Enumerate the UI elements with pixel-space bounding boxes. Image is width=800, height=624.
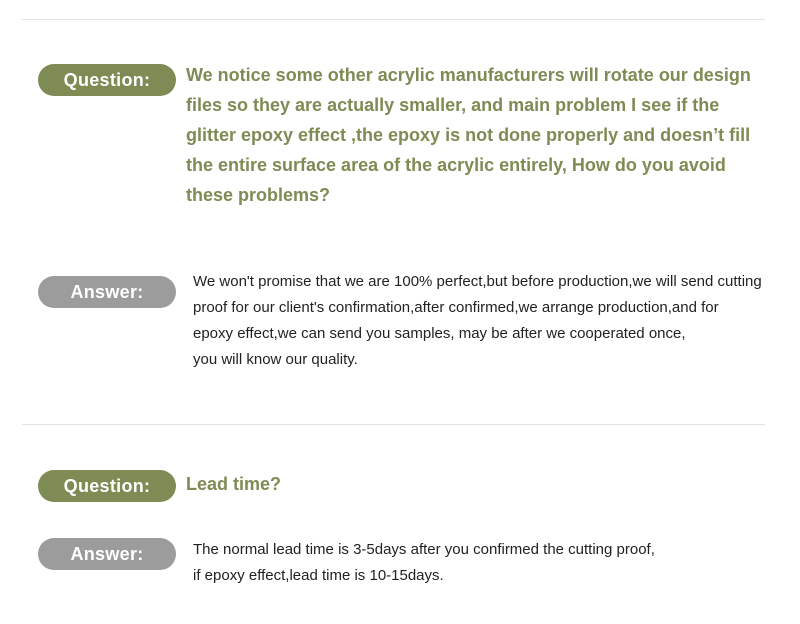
top-divider <box>22 19 765 20</box>
section-divider <box>22 424 765 425</box>
question-badge: Question: <box>38 64 176 96</box>
answer-text: We won't promise that we are 100% perfect,but before production,we will send cutting proof for our client's confirmation,after confirmed,we arrange production,and for epoxy effect,we can send you samples, may be after we cooperated once, you will know our quality. <box>193 273 762 368</box>
answer-badge: Answer: <box>38 276 176 308</box>
question-text: Lead time? <box>186 474 282 494</box>
answer-text: The normal lead time is 3-5days after you confirmed the cutting proof, if epoxy effect,lead time is 10-15days. <box>193 541 655 584</box>
question-text: We notice some other acrylic manufacturers will rotate our design files so they are actually smaller, and main problem I see if the glitter epoxy effect ,the epoxy is not done properly and doesn’t fill the entire surface area of the acrylic entirely, How do you avoid these problems? <box>186 65 751 205</box>
answer-badge: Answer: <box>38 538 176 570</box>
question-badge: Question: <box>38 470 176 502</box>
